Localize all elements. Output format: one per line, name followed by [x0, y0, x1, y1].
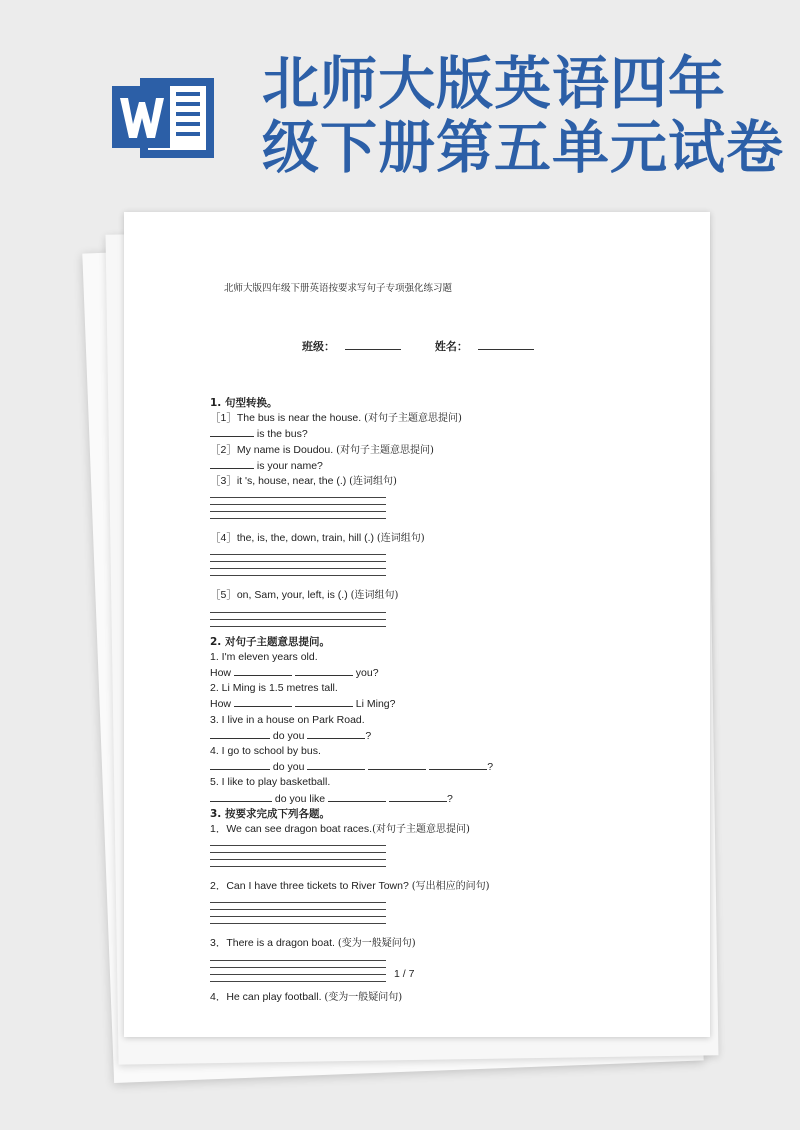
headline-line-1: 北师大版英语四年 — [262, 51, 726, 117]
s3-q2: 2．Can I have three tickets to River Town? (写出相应的问句) — [210, 880, 490, 893]
section-2-heading: 2. 对句子主题意思提问。 — [210, 635, 330, 648]
answer-blank[interactable] — [307, 728, 365, 739]
s2-q4-answer: do you ? — [210, 759, 680, 775]
answer-blank[interactable] — [328, 791, 386, 802]
answer-blank[interactable] — [210, 759, 270, 770]
answer-blank[interactable] — [307, 759, 365, 770]
s3-q3: 3．There is a dragon boat. (变为一般疑问句) — [210, 937, 416, 950]
class-blank[interactable] — [345, 339, 401, 350]
answer-blank[interactable] — [210, 791, 272, 802]
answer-lines[interactable] — [210, 839, 386, 867]
answer-lines[interactable] — [210, 548, 386, 576]
page-number: 1 / 7 — [394, 968, 415, 980]
answer-blank[interactable] — [210, 458, 254, 469]
document-title: 北师大版四年级下册英语按要求写句子专项强化练习题 — [224, 283, 453, 294]
word-document-icon — [112, 72, 217, 162]
class-name-line — [302, 338, 534, 354]
section-1-heading: 1. 句型转换。 — [210, 397, 278, 409]
answer-blank[interactable] — [210, 426, 254, 437]
s1-q1: ［1］The bus is near the house. (对句子主题意思提问) — [210, 412, 462, 425]
s2-q2: 2. Li Ming is 1.5 metres tall. — [210, 682, 338, 695]
s2-q1: 1. I'm eleven years old. — [210, 650, 318, 663]
name-blank[interactable] — [478, 339, 534, 350]
s1-q2-answer: is your name? — [210, 458, 680, 474]
s2-q3-answer: do you ? — [210, 728, 680, 744]
s1-q1-answer: is the bus? — [210, 426, 680, 442]
answer-lines[interactable] — [210, 606, 386, 627]
answer-blank[interactable] — [234, 665, 292, 676]
s1-q2: ［2］My name is Doudou. (对句子主题意思提问) — [210, 443, 434, 456]
answer-lines[interactable] — [210, 954, 386, 982]
s2-q4: 4. I go to school by bus. — [210, 745, 321, 758]
answer-lines[interactable] — [210, 896, 386, 924]
s2-q1-answer: How you? — [210, 667, 379, 680]
headline-line-2: 级下册第五单元试卷 — [262, 115, 784, 181]
answer-blank[interactable] — [295, 665, 353, 676]
s1-q5: ［5］on, Sam, your, left, is (.) (连词组句) — [210, 589, 399, 602]
page-headline — [262, 52, 782, 180]
answer-blank[interactable] — [429, 759, 487, 770]
s1-q3: ［3］it 's, house, near, the (.) (连词组句) — [210, 475, 397, 488]
s2-q3: 3. I live in a house on Park Road. — [210, 713, 365, 726]
answer-blank[interactable] — [295, 696, 353, 707]
class-label: 班级： — [302, 340, 335, 353]
s3-q4: 4．He can play football. (变为一般疑问句) — [210, 990, 403, 1003]
s2-q5-answer: do you like ? — [210, 791, 680, 807]
answer-blank[interactable] — [210, 728, 270, 739]
answer-lines[interactable] — [210, 491, 386, 519]
answer-blank[interactable] — [389, 791, 447, 802]
section-3-heading: 3. 按要求完成下列各题。 — [210, 807, 330, 820]
answer-blank[interactable] — [234, 696, 292, 707]
s3-q1: 1．We can see dragon boat races.(对句子主题意思提问) — [210, 823, 470, 836]
s2-q2-answer: How Li Ming? — [210, 698, 396, 711]
document-page — [124, 212, 710, 1037]
s1-q4: ［4］the, is, the, down, train, hill (.) (连词组句) — [210, 532, 425, 545]
worksheet-content — [210, 396, 680, 1005]
name-label: 姓名： — [434, 340, 468, 353]
s2-q5: 5. I like to play basketball. — [210, 776, 331, 789]
answer-blank[interactable] — [368, 759, 426, 770]
